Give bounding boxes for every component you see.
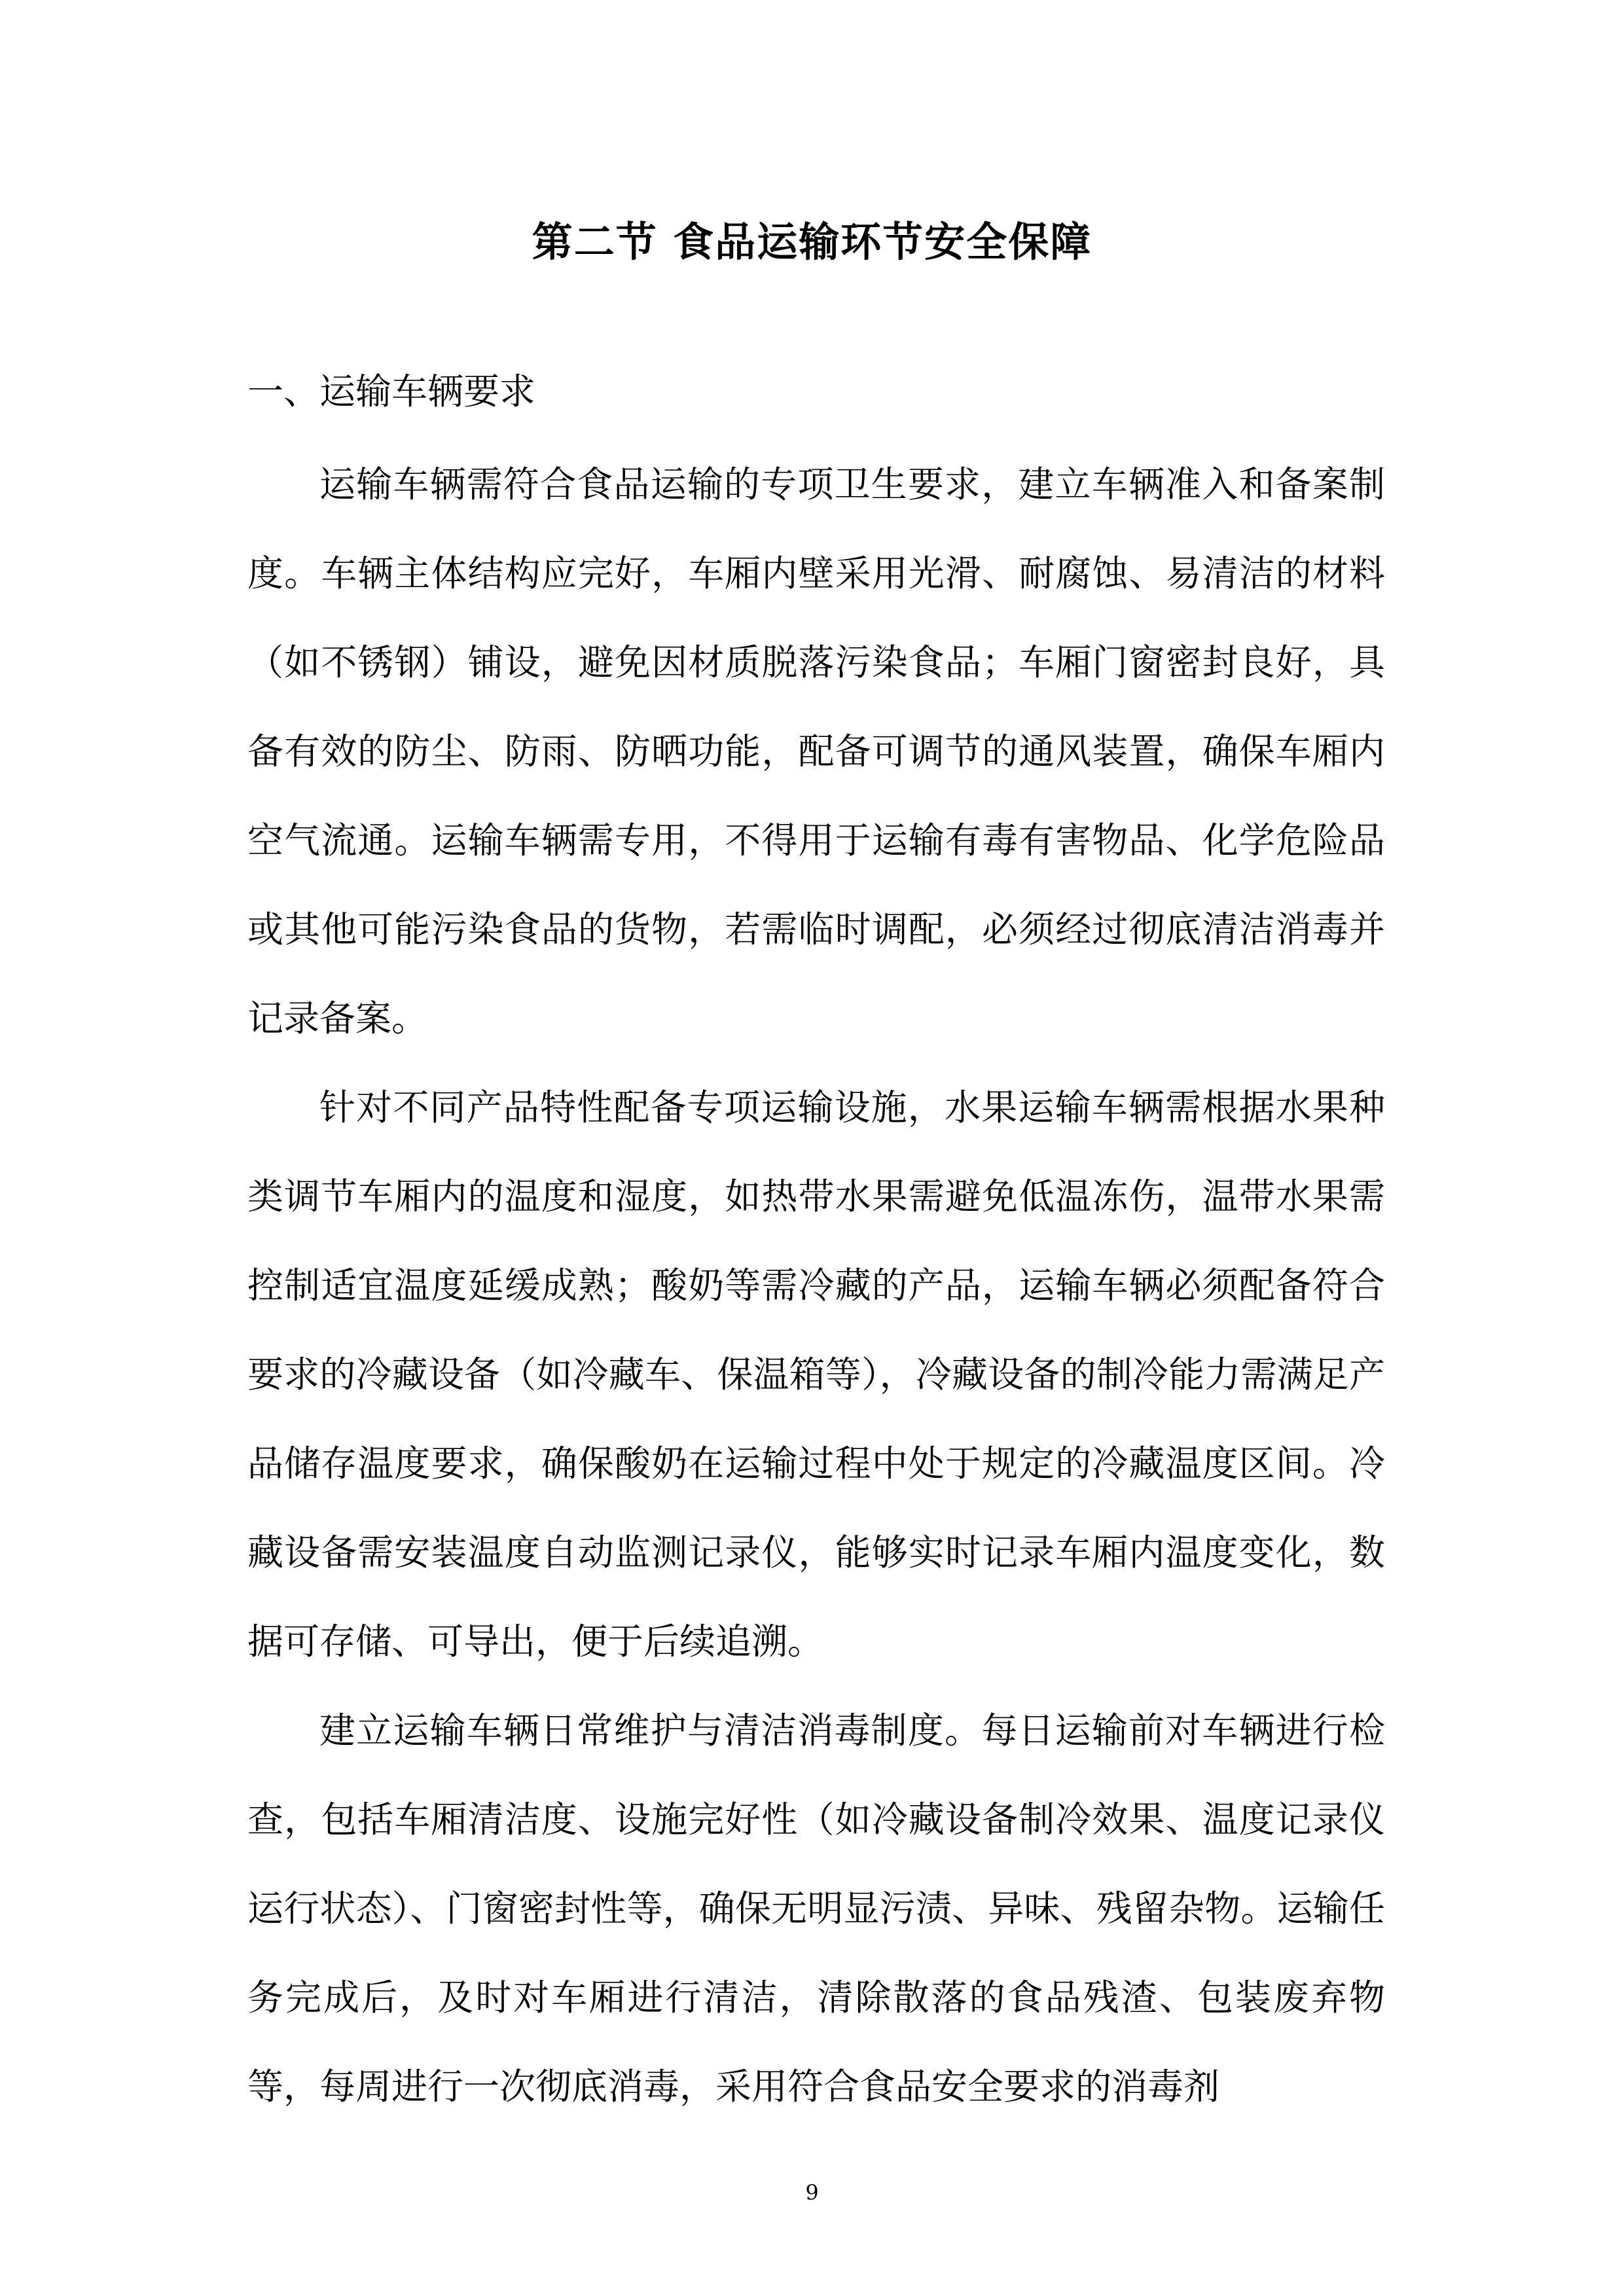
subsection-heading: 一、运输车辆要求 bbox=[247, 370, 536, 412]
section-title: 第二节 食品运输环节安全保障 bbox=[532, 218, 1092, 266]
page-number: 9 bbox=[805, 2180, 819, 2205]
paragraph-special-facilities: 针对不同产品特性配备专项运输设施，水果运输车辆需根据水果种类调节车厢内的温度和湿度，如热带水果需避免低温冻伤，温带水果需控制适宜温度延缓成熟；酸奶等需冷藏的产品，运输车辆必须配备符合要求的冷藏设备（如冷藏车、保温箱等），冷藏设备的制冷能力需满足产品储存温度要求，确保酸奶在运输过程中处于规定的冷藏温度区间。冷藏设备需安装温度自动监测记录仪，能够实时记录车厢内温度变化，数据可存储、可导出，便于后续追溯。 bbox=[247, 1086, 1385, 1662]
paragraph-vehicle-requirements: 运输车辆需符合食品运输的专项卫生要求，建立车辆准入和备案制度。车辆主体结构应完好，车厢内壁采用光滑、耐腐蚀、易清洁的材料（如不锈钢）铺设，避免因材质脱落污染食品；车厢门窗密封良好，具备有效的防尘、防雨、防晒功能，配备可调节的通风装置，确保车厢内空气流通。运输车辆需专用，不得用于运输有毒有害物品、化学危险品或其他可能污染食品的货物，若需临时调配，必须经过彻底清洁消毒并记录备案。 bbox=[247, 463, 1385, 1039]
body-text bbox=[247, 440, 1385, 2131]
paragraph-maintenance-cleaning: 建立运输车辆日常维护与清洁消毒制度。每日运输前对车辆进行检查，包括车厢清洁度、设施完好性（如冷藏设备制冷效果、温度记录仪运行状态）、门窗密封性等，确保无明显污渍、异味、残留杂物。运输任务完成后，及时对车厢进行清洁，清除散落的食品残渣、包装废弃物等，每周进行一次彻底消毒，采用符合食品安全要求的消毒剂 bbox=[247, 1710, 1385, 2108]
